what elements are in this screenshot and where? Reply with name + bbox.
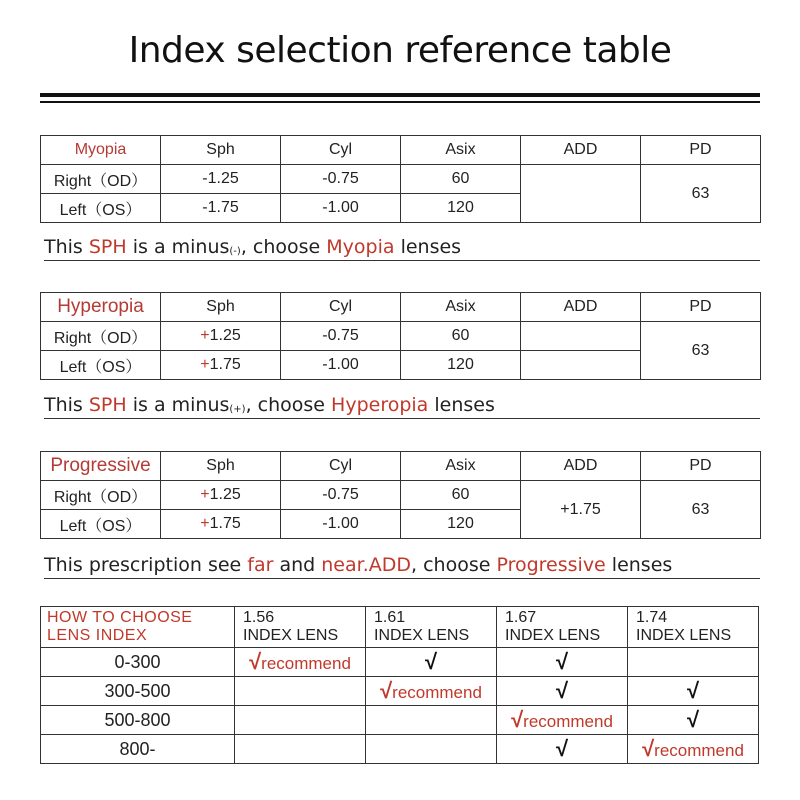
progressive-label: Progressive xyxy=(41,452,161,481)
recommend-text: recommend xyxy=(654,741,744,760)
axis-header: Asix xyxy=(401,136,521,165)
right-eye-label: Right（OD） xyxy=(41,165,161,194)
index-row xyxy=(41,735,759,764)
index-col-1-61: 1.61 INDEX LENS xyxy=(366,607,497,648)
hyperopia-add xyxy=(521,322,641,351)
empty-cell xyxy=(366,706,497,735)
myopia-right-row xyxy=(41,165,761,194)
axis-header: Asix xyxy=(401,293,521,322)
hyperopia-right-sph: +1.25 xyxy=(161,322,281,351)
myopia-left-cyl: -1.00 xyxy=(281,194,401,223)
cyl-header: Cyl xyxy=(281,293,401,322)
check-cell xyxy=(497,677,628,706)
add-header: ADD xyxy=(521,293,641,322)
power-range: 0-300 xyxy=(41,648,235,677)
index-table-body xyxy=(41,648,759,764)
right-eye-label: Right（OD） xyxy=(41,481,161,510)
right-eye-label: Right（OD） xyxy=(41,322,161,351)
myopia-right-sph: -1.25 xyxy=(161,165,281,194)
lens-index-table xyxy=(40,606,759,764)
left-eye-label: Left（OS） xyxy=(41,351,161,380)
check-icon: √ xyxy=(511,707,524,732)
left-eye-label: Left（OS） xyxy=(41,194,161,223)
check-icon: √ xyxy=(686,678,700,703)
hyperopia-right-cyl: -0.75 xyxy=(281,322,401,351)
check-icon: √ xyxy=(642,736,655,761)
check-icon: √ xyxy=(555,736,569,761)
myopia-note: This SPH is a minus$_{(-)}$, choose Myopia lenses xyxy=(44,236,760,261)
power-range: 500-800 xyxy=(41,706,235,735)
hyperopia-table xyxy=(40,292,761,380)
check-cell xyxy=(628,706,759,735)
empty-cell xyxy=(628,648,759,677)
check-cell xyxy=(366,648,497,677)
hyperopia-left-cyl: -1.00 xyxy=(281,351,401,380)
myopia-table xyxy=(40,135,761,223)
recommend-text: recommend xyxy=(392,683,482,702)
hyperopia-right-axis: 60 xyxy=(401,322,521,351)
progressive-right-axis: 60 xyxy=(401,481,521,510)
progressive-left-cyl: -1.00 xyxy=(281,510,401,539)
hyperopia-note: This SPH is a minus$_{(+)}$, choose Hyperopia lenses xyxy=(44,394,760,419)
add-header: ADD xyxy=(521,136,641,165)
axis-header: Asix xyxy=(401,452,521,481)
check-icon: √ xyxy=(686,707,700,732)
sph-header: Sph xyxy=(161,136,281,165)
recommend-text: recommend xyxy=(523,712,613,731)
progressive-add: +1.75 xyxy=(521,481,641,539)
check-cell xyxy=(497,648,628,677)
index-row xyxy=(41,648,759,677)
myopia-left-axis: 120 xyxy=(401,194,521,223)
pd-header: PD xyxy=(641,136,761,165)
hyperopia-pd: 63 xyxy=(641,322,761,380)
progressive-pd: 63 xyxy=(641,481,761,539)
index-row xyxy=(41,706,759,735)
myopia-pd: 63 xyxy=(641,165,761,223)
check-cell xyxy=(628,677,759,706)
empty-cell xyxy=(235,677,366,706)
progressive-left-sph: +1.75 xyxy=(161,510,281,539)
recommend-cell xyxy=(366,677,497,706)
recommend-cell xyxy=(628,735,759,764)
index-col-1-74: 1.74 INDEX LENS xyxy=(628,607,759,648)
page-title: Index selection reference table xyxy=(128,30,672,71)
hyperopia-label: Hyperopia xyxy=(41,293,161,322)
empty-cell xyxy=(366,735,497,764)
cyl-header: Cyl xyxy=(281,136,401,165)
sph-header: Sph xyxy=(161,293,281,322)
progressive-header-row xyxy=(41,452,761,481)
check-cell xyxy=(497,735,628,764)
hyperopia-header-row xyxy=(41,293,761,322)
hyperopia-right-row xyxy=(41,322,761,351)
check-icon: √ xyxy=(555,678,569,703)
power-range: 300-500 xyxy=(41,677,235,706)
hyperopia-add-lower xyxy=(521,351,641,380)
power-range: 800- xyxy=(41,735,235,764)
how-to-choose-label: HOW TO CHOOSE LENS INDEX xyxy=(41,607,235,648)
sph-header: Sph xyxy=(161,452,281,481)
left-eye-label: Left（OS） xyxy=(41,510,161,539)
progressive-left-axis: 120 xyxy=(401,510,521,539)
empty-cell xyxy=(235,735,366,764)
pd-header: PD xyxy=(641,293,761,322)
progressive-table xyxy=(40,451,761,539)
index-header-row xyxy=(41,607,759,648)
myopia-left-sph: -1.75 xyxy=(161,194,281,223)
recommend-text: recommend xyxy=(261,654,351,673)
empty-cell xyxy=(235,706,366,735)
cyl-header: Cyl xyxy=(281,452,401,481)
myopia-header-row xyxy=(41,136,761,165)
title-rule-thick xyxy=(40,93,760,97)
add-header: ADD xyxy=(521,452,641,481)
progressive-right-cyl: -0.75 xyxy=(281,481,401,510)
index-row xyxy=(41,677,759,706)
hyperopia-left-sph: +1.75 xyxy=(161,351,281,380)
pd-header: PD xyxy=(641,452,761,481)
check-icon: √ xyxy=(380,678,393,703)
check-icon: √ xyxy=(424,649,438,674)
recommend-cell xyxy=(235,648,366,677)
index-col-1-56: 1.56 INDEX LENS xyxy=(235,607,366,648)
hyperopia-left-axis: 120 xyxy=(401,351,521,380)
progressive-right-row xyxy=(41,481,761,510)
progressive-right-sph: +1.25 xyxy=(161,481,281,510)
title-rule-thin xyxy=(40,101,760,103)
myopia-label: Myopia xyxy=(41,136,161,165)
myopia-add xyxy=(521,165,641,223)
myopia-right-axis: 60 xyxy=(401,165,521,194)
index-col-1-67: 1.67 INDEX LENS xyxy=(497,607,628,648)
myopia-right-cyl: -0.75 xyxy=(281,165,401,194)
check-icon: √ xyxy=(555,649,569,674)
progressive-note: This prescription see far and near.ADD, choose Progressive lenses xyxy=(44,554,760,579)
check-icon: √ xyxy=(249,649,262,674)
recommend-cell xyxy=(497,706,628,735)
